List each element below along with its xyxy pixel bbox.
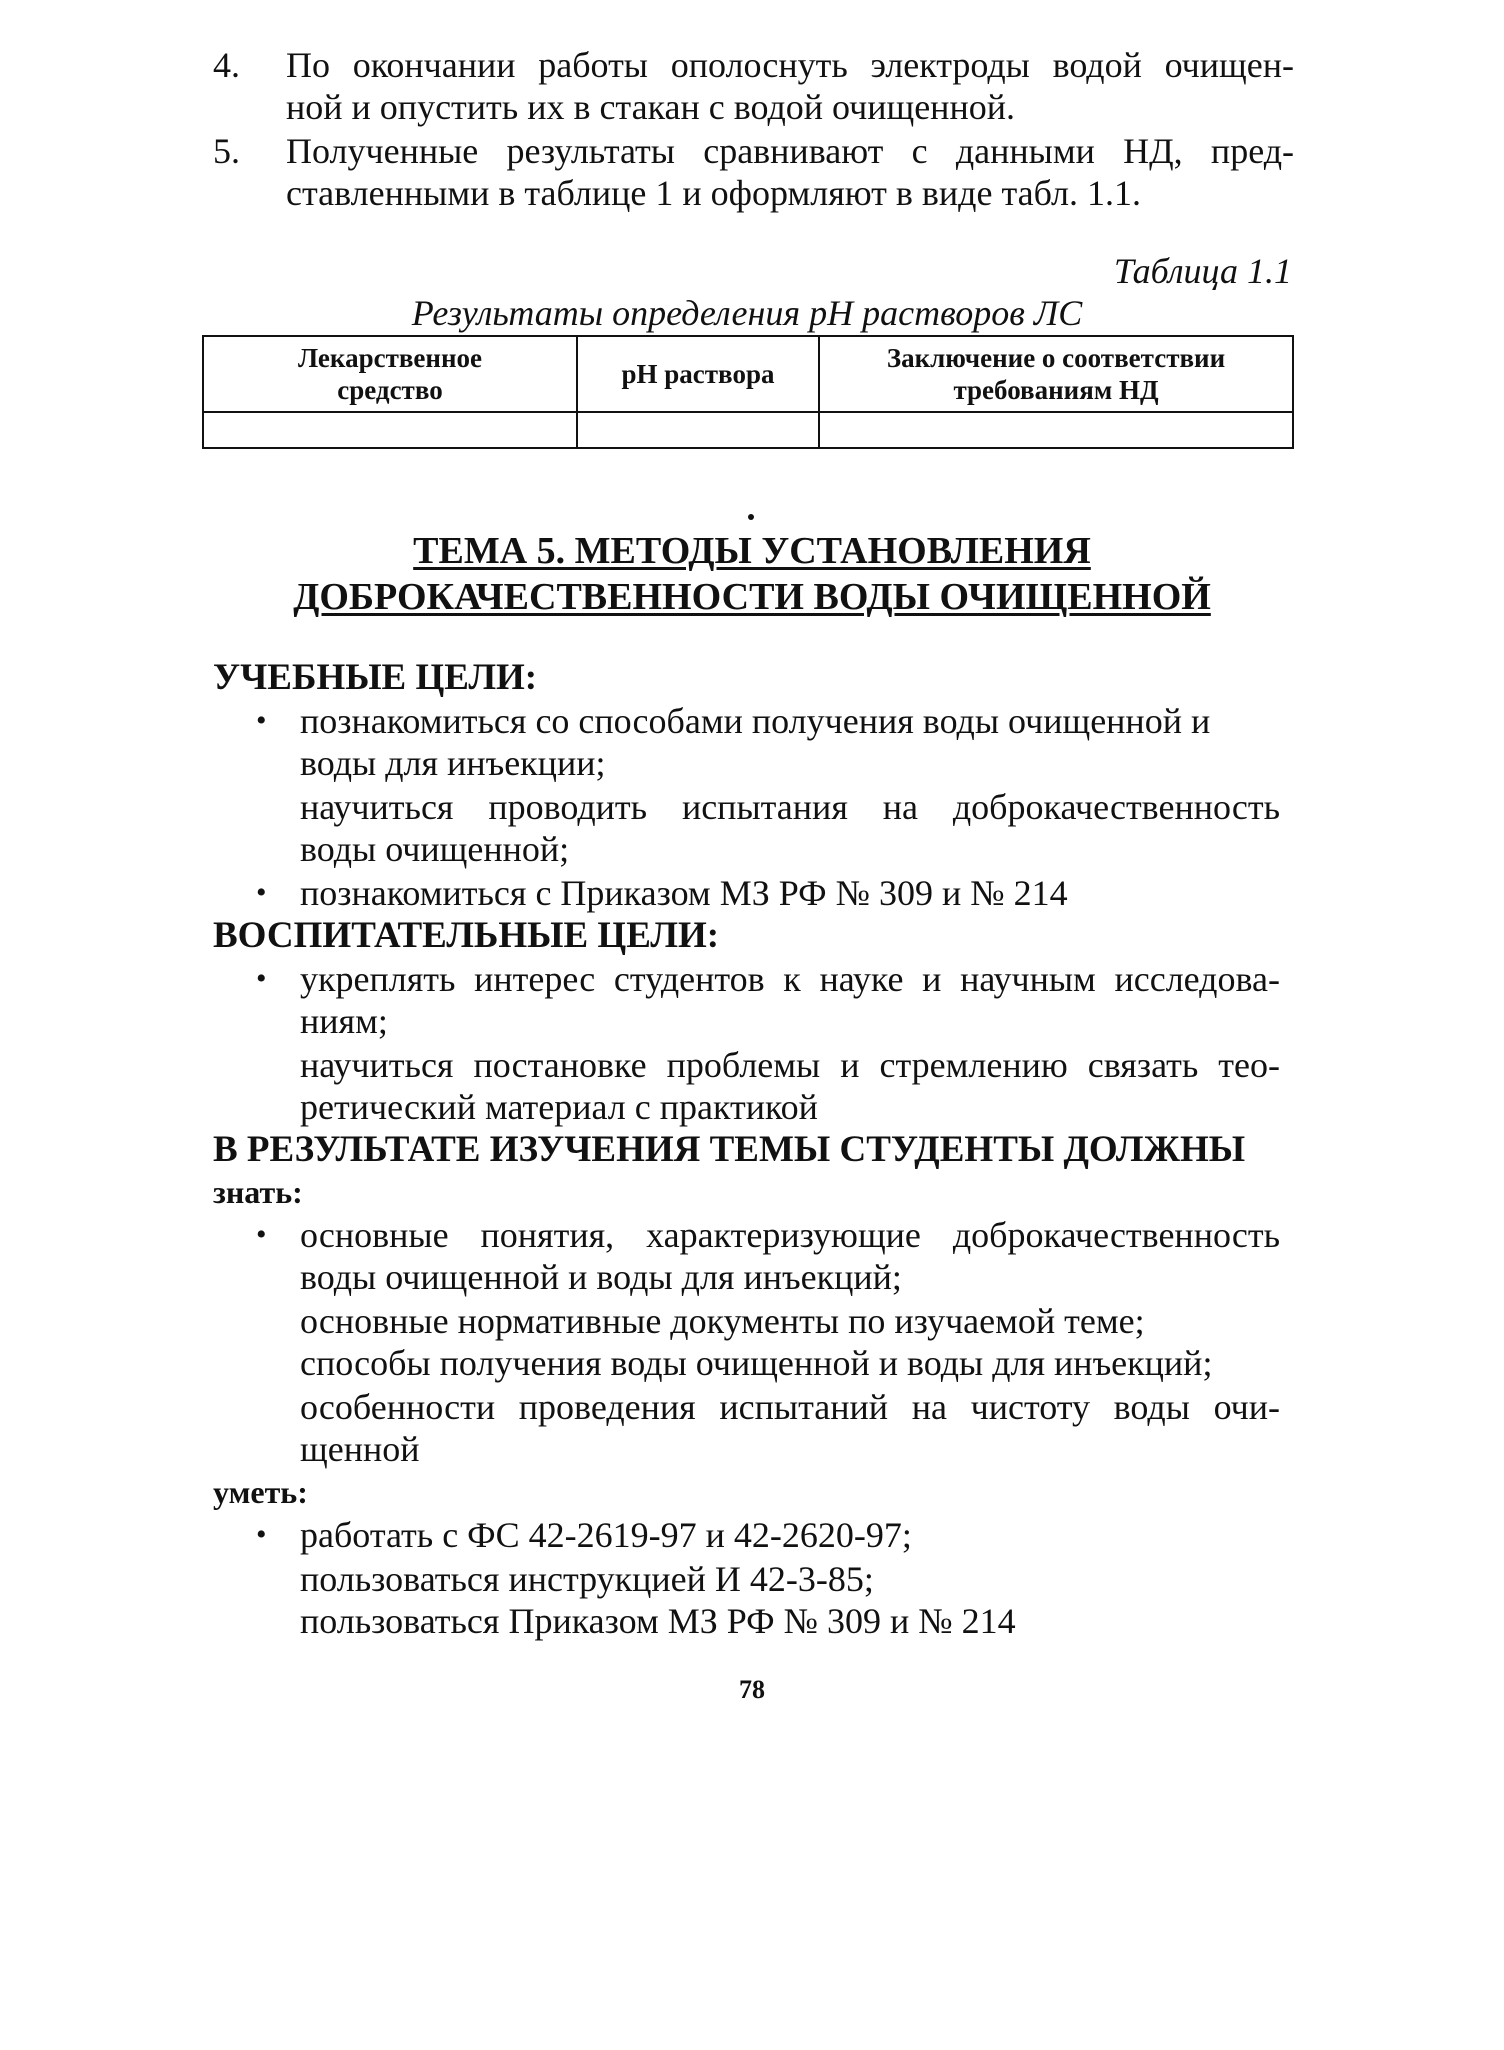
know-cont-line-3: особенности проведения испытаний на чистоту воды очи- (300, 1387, 1280, 1427)
can-cont-line-1: пользоваться инструкцией И 42-3-85; (300, 1559, 874, 1599)
results-table (202, 335, 1294, 449)
list-item-5-line-1: Полученные результаты сравнивают с данными НД, пред- (286, 131, 1294, 171)
results-heading: В РЕЗУЛЬТАТЕ ИЗУЧЕНИЯ ТЕМЫ СТУДЕНТЫ ДОЛЖНЫ (213, 1129, 1246, 1170)
upbringing-goals-heading: ВОСПИТАТЕЛЬНЫЕ ЦЕЛИ: (213, 915, 720, 956)
table-header-ph (577, 336, 819, 412)
list-number-4: 4. (213, 45, 240, 85)
upbringing-goal-1-line-2: ниям; (300, 1001, 388, 1041)
bullet-icon: • (256, 962, 267, 995)
topic-heading-line-2: ДОБРОКАЧЕСТВЕННОСТИ ВОДЫ ОЧИЩЕННОЙ (293, 576, 1211, 618)
table-header-row (203, 336, 1293, 412)
know-item-line-1: основные понятия, характеризующие доброкачественность (300, 1215, 1280, 1255)
table-header-drug (203, 336, 577, 412)
know-label: знать: (213, 1174, 303, 1210)
bullet-icon: • (256, 876, 267, 909)
educational-goal-2-line-1: познакомиться с Приказом МЗ РФ № 309 и № 214 (300, 873, 1068, 913)
educational-goal-1-cont-line-2: воды очищенной; (300, 829, 570, 869)
bullet-icon: • (256, 1518, 267, 1551)
can-cont-line-2: пользоваться Приказом МЗ РФ № 309 и № 214 (300, 1601, 1016, 1641)
table-header-ph-line-1: pH раствора (621, 359, 775, 389)
can-item-line-1: работать с ФС 42-2619-97 и 42-2620-97; (300, 1515, 912, 1555)
know-item-line-2: воды очищенной и воды для инъекций; (300, 1257, 902, 1297)
list-item-4-line-2: ной и опустить их в стакан с водой очищенной. (286, 87, 1015, 127)
upbringing-goal-1-cont-line-2: ретический материал с практикой (300, 1087, 818, 1127)
upbringing-goal-1-cont-line-1: научиться постановке проблемы и стремлению связать тео- (300, 1045, 1280, 1085)
ink-speck (748, 514, 754, 520)
table-cell-empty (819, 412, 1293, 448)
list-item-5-line-2: ставленными в таблице 1 и оформляют в виде табл. 1.1. (286, 173, 1141, 213)
table-cell-empty (577, 412, 819, 448)
table-header-drug-line-2: средство (337, 375, 443, 405)
table-header-conclusion (819, 336, 1293, 412)
table-header-conclusion-line-2: требованиям НД (953, 375, 1159, 405)
bullet-icon: • (256, 1218, 267, 1251)
bullet-icon: • (256, 704, 267, 737)
table-header-drug-line-1: Лекарственное (298, 343, 482, 373)
list-number-5: 5. (213, 131, 240, 171)
list-item-4-line-1: По окончании работы ополоснуть электроды водой очищен- (286, 45, 1294, 85)
table-header-conclusion-line-1: Заключение о соответствии (886, 343, 1226, 373)
know-cont-line-1: основные нормативные документы по изучаемой теме; (300, 1301, 1145, 1341)
know-cont-line-2: способы получения воды очищенной и воды для инъекций; (300, 1343, 1213, 1383)
topic-heading-line-1: ТЕМА 5. МЕТОДЫ УСТАНОВЛЕНИЯ (413, 530, 1091, 572)
educational-goal-1-cont-line-1: научиться проводить испытания на доброкачественность (300, 787, 1280, 827)
table-row (203, 412, 1293, 448)
page-number: 78 (739, 1675, 765, 1704)
educational-goals-heading: УЧЕБНЫЕ ЦЕЛИ: (213, 657, 538, 698)
table-caption: Результаты определения pH растворов ЛС (411, 293, 1083, 333)
upbringing-goal-1-line-1: укреплять интерес студентов к науке и научным исследова- (300, 959, 1280, 999)
table-cell-empty (203, 412, 577, 448)
educational-goal-1-line-2: воды для инъекции; (300, 743, 606, 783)
know-cont-line-4: щенной (300, 1429, 420, 1469)
educational-goal-1-line-1: познакомиться со способами получения воды очищенной и (300, 701, 1211, 741)
can-label: уметь: (213, 1474, 308, 1510)
table-label: Таблица 1.1 (1113, 251, 1292, 291)
